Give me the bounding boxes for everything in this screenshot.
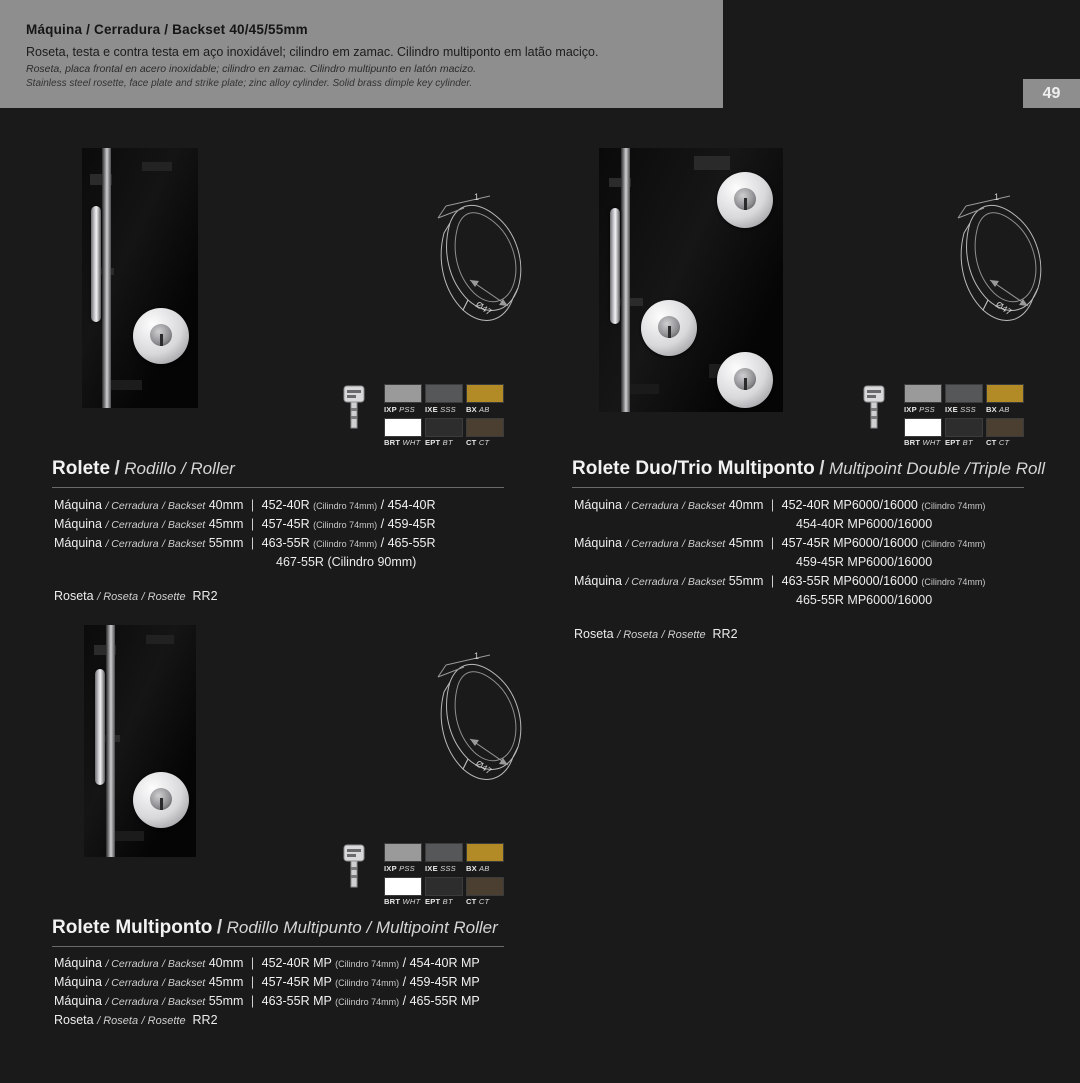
spec-backset: 45mm xyxy=(208,517,244,531)
finish-swatch-label: IXE SSS xyxy=(425,404,456,414)
section-title-separator: / xyxy=(114,458,120,479)
rosette-label-en: / Rosette xyxy=(661,629,706,641)
spec-cylinder-1: (Cilindro 74mm) xyxy=(335,997,400,1007)
page-header-band xyxy=(0,0,723,108)
swatch-column xyxy=(425,384,463,451)
finish-swatch xyxy=(384,418,422,452)
spec-row: Máquina / Cerradura / Backset 45mm | 457-45R (Cilindro 74mm) / 459-45R xyxy=(54,517,436,531)
spec-code-2: 465-55R MP6000/16000 xyxy=(796,593,933,607)
finish-swatch-label: CT CT xyxy=(466,897,490,906)
swatch-column xyxy=(904,384,942,451)
section-title-separator: / xyxy=(819,458,825,479)
spec-backset: 45mm xyxy=(208,975,244,989)
section-title-main: Rolete Multiponto xyxy=(52,917,213,938)
section-title-duo-trio xyxy=(572,458,1045,480)
section-title-main: Rolete xyxy=(52,458,111,479)
swatch-table-1 xyxy=(384,384,507,451)
finish-swatch xyxy=(384,384,422,418)
spec-code-sep: / xyxy=(402,956,407,970)
spec-list-multiponto xyxy=(54,954,480,1027)
spec-code-1: 463-55R MP xyxy=(261,994,332,1008)
finish-swatch-label: EPT BT xyxy=(945,438,973,447)
rosette-value: RR2 xyxy=(712,627,738,641)
finish-swatch-color xyxy=(384,418,422,437)
rosette-value: RR2 xyxy=(192,589,218,603)
finish-swatch-label: BRT WHT xyxy=(384,438,421,447)
spec-second-line xyxy=(574,553,985,571)
rosette-label-en: / Rosette xyxy=(141,1015,186,1027)
spec-label-en: / Backset xyxy=(682,500,726,512)
finish-swatch-color xyxy=(986,384,1024,403)
spec-code-sep: / xyxy=(402,994,407,1008)
section-rule-duo-trio xyxy=(572,487,1024,488)
swatch-column xyxy=(384,843,422,910)
finish-swatch xyxy=(945,384,983,418)
spec-list-duo-trio xyxy=(574,496,985,641)
section-title-separator: / xyxy=(216,917,223,938)
spec-label-en: / Backset xyxy=(682,538,726,550)
section-title-alt: Rodillo / Roller xyxy=(124,459,235,478)
spec-second-line xyxy=(574,591,985,609)
spec-code-1: 463-55R xyxy=(261,536,310,550)
rosette-label-es: / Roseta xyxy=(97,591,139,603)
spec-backset: 55mm xyxy=(208,994,244,1008)
spec-label-pt: Máquina xyxy=(574,574,622,588)
spec-label-es: / Cerradura xyxy=(105,519,159,531)
finish-swatch-label: CT CT xyxy=(466,438,490,447)
finish-swatch xyxy=(945,418,983,452)
finish-swatch xyxy=(466,418,504,452)
finish-swatch-color xyxy=(904,384,942,403)
spec-backset: 40mm xyxy=(728,498,764,512)
keyhole-mid xyxy=(658,316,680,338)
tech-angle-label-1: 1 xyxy=(474,192,480,202)
spec-label-es: / Cerradura xyxy=(105,500,159,512)
finish-swatch xyxy=(986,418,1024,452)
finish-swatch-color xyxy=(425,843,463,862)
finish-swatch-color xyxy=(425,384,463,403)
finish-swatch xyxy=(986,384,1024,418)
rosette-value: RR2 xyxy=(192,1013,218,1027)
rosette-label-pt: Roseta xyxy=(54,1013,94,1027)
spec-row: Máquina / Cerradura / Backset 55mm | 463-55R (Cilindro 74mm) / 465-55R xyxy=(54,536,436,550)
spec-row: Máquina / Cerradura / Backset 55mm | 463-55R MP (Cilindro 74mm) / 465-55R MP xyxy=(54,994,480,1008)
spec-row: Máquina / Cerradura / Backset 40mm | 452-40R MP (Cilindro 74mm) / 454-40R MP xyxy=(54,956,480,970)
finish-swatch-label: EPT BT xyxy=(425,438,453,447)
spec-cylinder-1: (Cilindro 74mm) xyxy=(335,978,400,988)
finish-swatch-color xyxy=(466,843,504,862)
page-number: 49 xyxy=(1023,79,1080,108)
spec-label-es: / Cerradura xyxy=(625,538,679,550)
finish-swatch xyxy=(425,384,463,418)
finish-swatch-color xyxy=(384,843,422,862)
finish-swatch-label: IXP PSS xyxy=(384,863,415,873)
section-title-multiponto xyxy=(52,917,498,939)
swatch-table-3 xyxy=(384,843,507,910)
spec-code-1: 457-45R xyxy=(261,517,310,531)
spec-code-1: 457-45R MP6000/16000 xyxy=(781,536,918,550)
spec-label-en: / Backset xyxy=(162,958,206,970)
spec-row: Máquina / Cerradura / Backset 45mm | 457-45R MP6000/16000 (Cilindro 74mm) xyxy=(574,536,986,550)
finish-swatch-color xyxy=(904,418,942,437)
rosette-label-en: / Rosette xyxy=(141,591,186,603)
spec-label-pt: Máquina xyxy=(574,536,622,550)
spec-backset: 55mm xyxy=(728,574,764,588)
section-title-alt: Rodillo Multipunto / Multipoint Roller xyxy=(226,918,498,937)
rosette-row xyxy=(54,589,436,603)
header-description-en: Stainless steel rosette, face plate and strike plate; zinc alloy cylinder. Solid brass dimple key cylinder. xyxy=(26,78,473,89)
spec-cylinder-1: (Cilindro 74mm) xyxy=(313,501,378,511)
tech-diameter-label-1: Ø47 xyxy=(473,299,494,318)
spec-label-en: / Backset xyxy=(162,996,206,1008)
finish-swatch-label: BX AB xyxy=(466,404,490,414)
finish-swatch-color xyxy=(425,877,463,896)
finish-swatch xyxy=(384,843,422,877)
keyhole-bottom xyxy=(734,368,756,390)
technical-drawing-multiponto xyxy=(430,647,540,807)
spec-label-en: / Backset xyxy=(162,977,206,989)
spec-label-es: / Cerradura xyxy=(105,996,159,1008)
keyhole-1 xyxy=(150,324,172,346)
spec-label-pt: Máquina xyxy=(54,498,102,512)
finish-swatch xyxy=(425,843,463,877)
finish-swatch-color xyxy=(466,384,504,403)
spec-row: Máquina / Cerradura / Backset 45mm | 457-45R MP (Cilindro 74mm) / 459-45R MP xyxy=(54,975,480,989)
spec-row: Máquina / Cerradura / Backset 40mm | 452-40R (Cilindro 74mm) / 454-40R xyxy=(54,498,436,512)
spec-label-pt: Máquina xyxy=(54,956,102,970)
spec-label-pt: Máquina xyxy=(54,994,102,1008)
finish-swatch-label: CT CT xyxy=(986,438,1010,447)
finish-swatch-label: IXE SSS xyxy=(425,863,456,873)
finish-swatch-label: IXP PSS xyxy=(384,404,415,414)
finish-swatch-color xyxy=(425,418,463,437)
cylinder-key-icon xyxy=(860,384,888,432)
finish-swatch xyxy=(384,877,422,911)
spec-label-pt: Máquina xyxy=(54,517,102,531)
rosette-row xyxy=(54,1013,480,1027)
spec-code-sep: / xyxy=(380,498,385,512)
swatch-column xyxy=(384,384,422,451)
finish-swatch-label: BX AB xyxy=(986,404,1010,414)
keyhole-3 xyxy=(150,788,172,810)
tech-angle-label-2: 1 xyxy=(994,192,1000,202)
spec-cylinder-1: (Cilindro 74mm) xyxy=(313,520,378,530)
swatch-table-2 xyxy=(904,384,1027,451)
technical-drawing-rolete xyxy=(430,188,540,348)
technical-drawing-duo-trio xyxy=(950,188,1060,348)
section-title-rolete xyxy=(52,458,235,480)
tech-diameter-label-3: Ø47 xyxy=(473,758,494,777)
spec-code-2: 454-40R MP xyxy=(409,956,480,970)
spec-label-es: / Cerradura xyxy=(105,958,159,970)
product-photo-rolete xyxy=(82,148,198,408)
spec-backset: 45mm xyxy=(728,536,764,550)
rosette-label-es: / Roseta xyxy=(617,629,659,641)
spec-label-pt: Máquina xyxy=(574,498,622,512)
finish-swatch-label: EPT BT xyxy=(425,897,453,906)
finish-swatch xyxy=(466,843,504,877)
spec-code-sep: / xyxy=(402,975,407,989)
spec-code-1: 452-40R MP xyxy=(261,956,332,970)
keyhole-top xyxy=(734,188,756,210)
spec-label-en: / Backset xyxy=(682,576,726,588)
spec-list-rolete xyxy=(54,496,436,603)
door-handle-bar xyxy=(91,206,101,322)
spec-label-es: / Cerradura xyxy=(105,538,159,550)
finish-swatch-label: IXE SSS xyxy=(945,404,976,414)
spec-code-2: 454-40R MP6000/16000 xyxy=(796,517,933,531)
spec-code-2: 459-45R xyxy=(387,517,436,531)
finish-swatch-color xyxy=(466,877,504,896)
page-header-text xyxy=(0,0,723,89)
spec-code-1: 457-45R MP xyxy=(261,975,332,989)
spec-label-es: / Cerradura xyxy=(625,576,679,588)
spec-label-pt: Máquina xyxy=(54,975,102,989)
spec-code-2: 459-45R MP6000/16000 xyxy=(796,555,933,569)
swatch-column xyxy=(466,384,504,451)
spec-extra-code: 467-55R xyxy=(276,555,324,569)
section-title-alt: Multipoint Double /Triple Roll xyxy=(828,459,1045,478)
spec-code-sep: / xyxy=(380,517,385,531)
swatch-column xyxy=(466,843,504,910)
finish-swatch-label: IXP PSS xyxy=(904,404,935,414)
spec-code-1: 452-40R MP6000/16000 xyxy=(781,498,918,512)
rosette-label-pt: Roseta xyxy=(574,627,614,641)
section-rule-rolete xyxy=(52,487,504,488)
spec-extra-row xyxy=(54,553,436,571)
spec-label-es: / Cerradura xyxy=(105,977,159,989)
product-photo-multiponto xyxy=(84,625,196,857)
header-description-es: Roseta, placa frontal en acero inoxidable; cilindro en zamac. Cilindro multipunto en latón macizo. xyxy=(26,63,476,75)
spec-code-2: 465-55R MP xyxy=(409,994,480,1008)
header-description-pt: Roseta, testa e contra testa em aço inoxidável; cilindro em zamac. Cilindro multiponto em latão maciço. xyxy=(26,45,599,59)
finish-swatch-color xyxy=(945,384,983,403)
spec-backset: 55mm xyxy=(208,536,244,550)
spec-label-es: / Cerradura xyxy=(625,500,679,512)
spec-extra-cylinder: (Cilindro 90mm) xyxy=(327,555,417,569)
finish-swatch-color xyxy=(384,384,422,403)
finish-swatch xyxy=(904,384,942,418)
finish-swatch-color xyxy=(466,418,504,437)
tech-diameter-label-2: Ø47 xyxy=(993,299,1014,318)
swatch-column xyxy=(945,384,983,451)
spec-backset: 40mm xyxy=(208,498,244,512)
spec-label-pt: Máquina xyxy=(54,536,102,550)
finish-swatch xyxy=(466,877,504,911)
spec-code-1: 452-40R xyxy=(261,498,310,512)
spec-cylinder-1: (Cilindro 74mm) xyxy=(313,539,378,549)
spec-cylinder-1: (Cilindro 74mm) xyxy=(921,577,986,587)
spec-code-2: 465-55R xyxy=(387,536,436,550)
section-title-main: Rolete Duo/Trio Multiponto xyxy=(572,458,815,479)
spec-code-2: 454-40R xyxy=(387,498,436,512)
finish-swatch xyxy=(904,418,942,452)
cylinder-key-icon xyxy=(340,843,368,891)
spec-backset: 40mm xyxy=(208,956,244,970)
finish-swatch-label: BRT WHT xyxy=(384,897,421,906)
spec-row: Máquina / Cerradura / Backset 55mm | 463-55R MP6000/16000 (Cilindro 74mm) xyxy=(574,574,986,588)
spec-label-en: / Backset xyxy=(162,519,206,531)
rosette-label-pt: Roseta xyxy=(54,589,94,603)
finish-swatch xyxy=(466,384,504,418)
spec-label-en: / Backset xyxy=(162,500,206,512)
cylinder-key-icon xyxy=(340,384,368,432)
finish-swatch xyxy=(425,877,463,911)
tech-angle-label-3: 1 xyxy=(474,651,480,661)
spec-code-sep: / xyxy=(380,536,385,550)
spec-cylinder-1: (Cilindro 74mm) xyxy=(921,501,986,511)
spec-code-2: 459-45R MP xyxy=(409,975,480,989)
spec-cylinder-1: (Cilindro 74mm) xyxy=(335,959,400,969)
finish-swatch-label: BRT WHT xyxy=(904,438,941,447)
finish-swatch-label: BX AB xyxy=(466,863,490,873)
spec-label-en: / Backset xyxy=(162,538,206,550)
finish-swatch xyxy=(425,418,463,452)
rosette-row xyxy=(574,627,985,641)
spec-row: Máquina / Cerradura / Backset 40mm | 452-40R MP6000/16000 (Cilindro 74mm) xyxy=(574,498,986,512)
spec-code-1: 463-55R MP6000/16000 xyxy=(781,574,918,588)
rosette-label-es: / Roseta xyxy=(97,1015,139,1027)
finish-swatch-color xyxy=(986,418,1024,437)
page-title: Máquina / Cerradura / Backset 40/45/55mm xyxy=(26,22,308,37)
spec-cylinder-1: (Cilindro 74mm) xyxy=(921,539,986,549)
finish-swatch-color xyxy=(945,418,983,437)
section-rule-multiponto xyxy=(52,946,504,947)
finish-swatch-color xyxy=(384,877,422,896)
swatch-column xyxy=(986,384,1024,451)
spec-second-line xyxy=(574,515,985,533)
swatch-column xyxy=(425,843,463,910)
